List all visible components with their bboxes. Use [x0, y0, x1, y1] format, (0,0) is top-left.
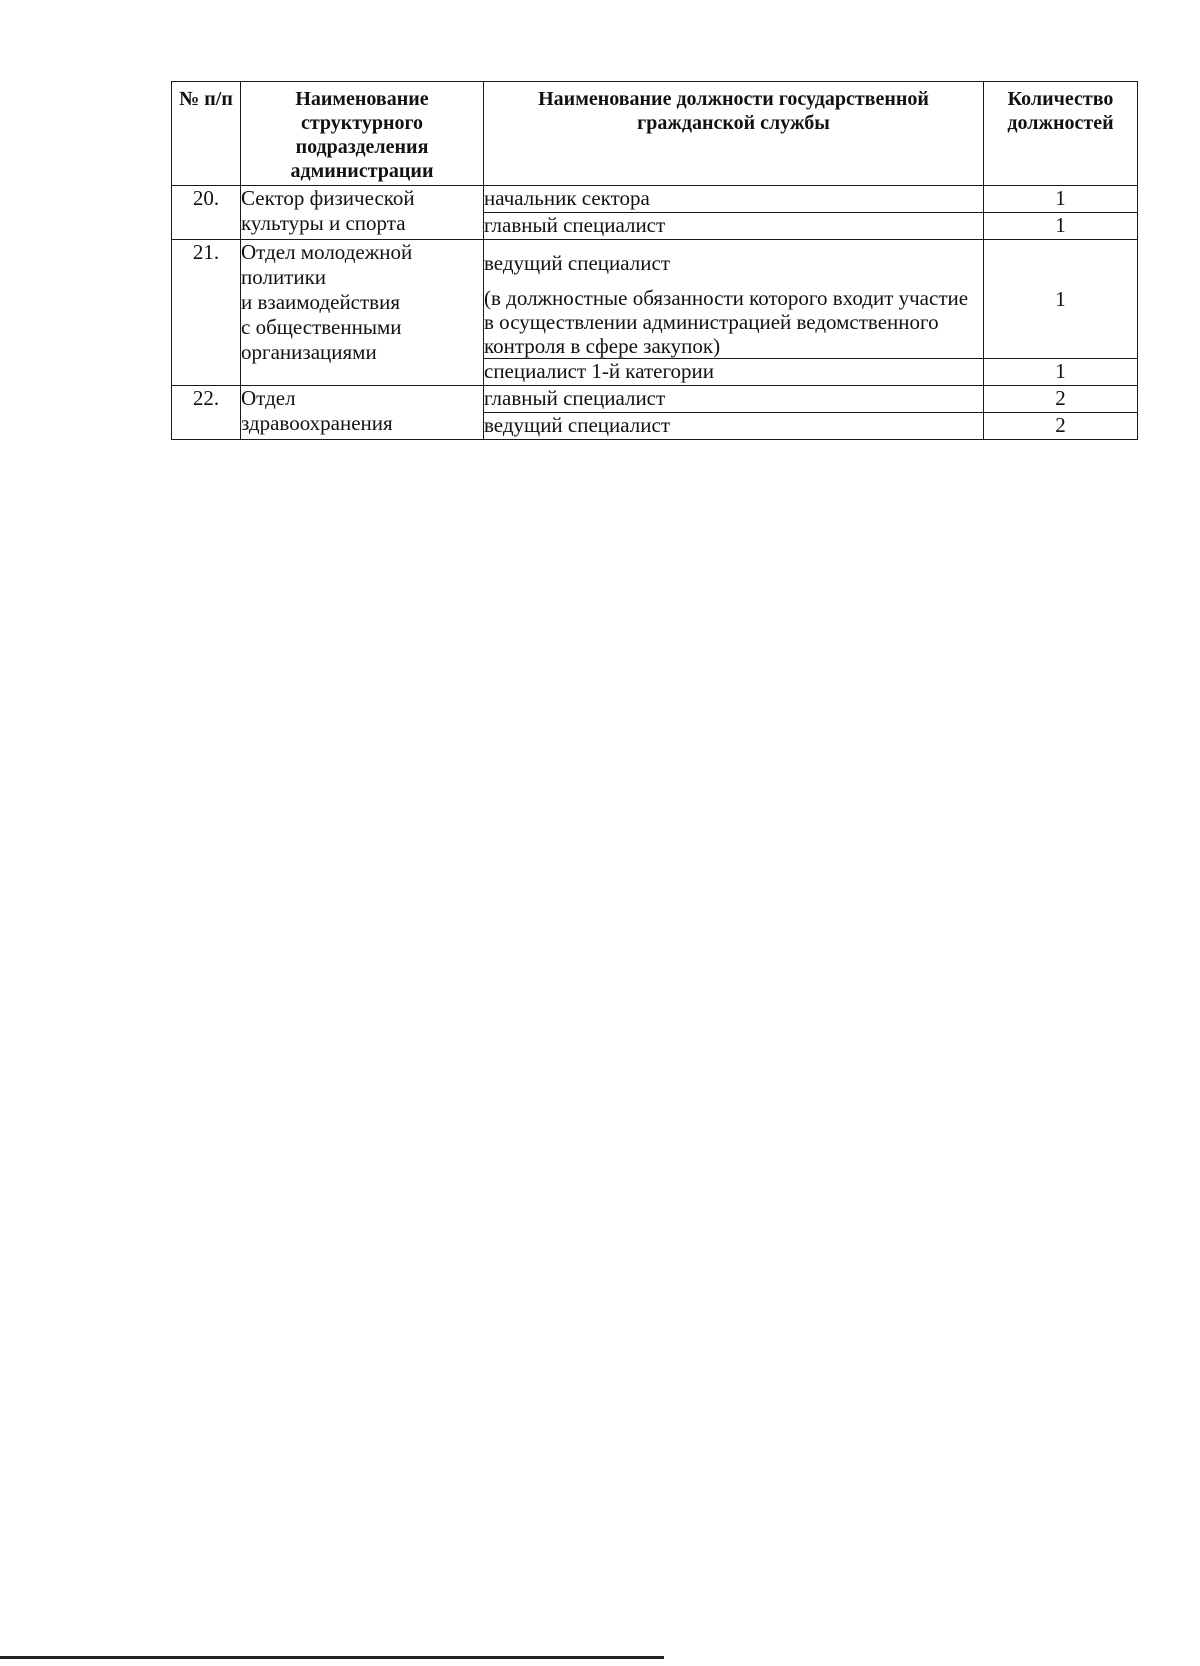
unit-name-line: политики [241, 265, 327, 289]
header-position: Наименование должности государственной гражданской службы [484, 82, 984, 186]
unit-name [241, 240, 484, 386]
header-num: № п/п [172, 82, 241, 186]
position-name: главный специалист [484, 386, 984, 413]
row-number: 20. [172, 186, 241, 240]
position-count: 1 [984, 186, 1138, 213]
table-header [172, 82, 1138, 186]
row-number: 22. [172, 386, 241, 440]
unit-name-line: Отдел молодежной [241, 240, 413, 264]
position-name: главный специалист [484, 213, 984, 240]
unit-name-line: культуры и спорта [241, 211, 406, 235]
header-count: Количество должностей [984, 82, 1138, 186]
position-count: 1 [984, 240, 1138, 359]
unit-name-line: здравоохранения [241, 411, 393, 435]
staff-positions-table [171, 81, 1138, 440]
table-body [172, 186, 1138, 440]
position-note: (в должностные обязанности которого входит участие в осуществлении администрацией ведомственного контроля в сфере закупок) [484, 286, 969, 358]
table-row [172, 186, 1138, 213]
table-row [172, 240, 1138, 359]
position-count: 2 [984, 413, 1138, 440]
position-name: ведущий специалист [484, 413, 984, 440]
unit-name [241, 186, 484, 240]
position-name: специалист 1-й категории [484, 359, 984, 386]
unit-name-line: Сектор физической [241, 186, 415, 210]
unit-name-line: Отдел [241, 386, 296, 410]
position-name: ведущий специалист [484, 251, 670, 275]
row-number: 21. [172, 240, 241, 386]
position-name: начальник сектора [484, 186, 984, 213]
table-row [172, 386, 1138, 413]
unit-name-line: организациями [241, 340, 377, 364]
page-bottom-rule [0, 1656, 664, 1659]
unit-name-line: и взаимодействия [241, 290, 400, 314]
position-count: 1 [984, 213, 1138, 240]
position-name-with-note [484, 240, 984, 359]
unit-name-line: с общественными [241, 315, 402, 339]
position-count: 2 [984, 386, 1138, 413]
unit-name [241, 386, 484, 440]
header-row [172, 82, 1138, 186]
position-count: 1 [984, 359, 1138, 386]
header-unit: Наименование структурного подразделения администрации [241, 82, 484, 186]
